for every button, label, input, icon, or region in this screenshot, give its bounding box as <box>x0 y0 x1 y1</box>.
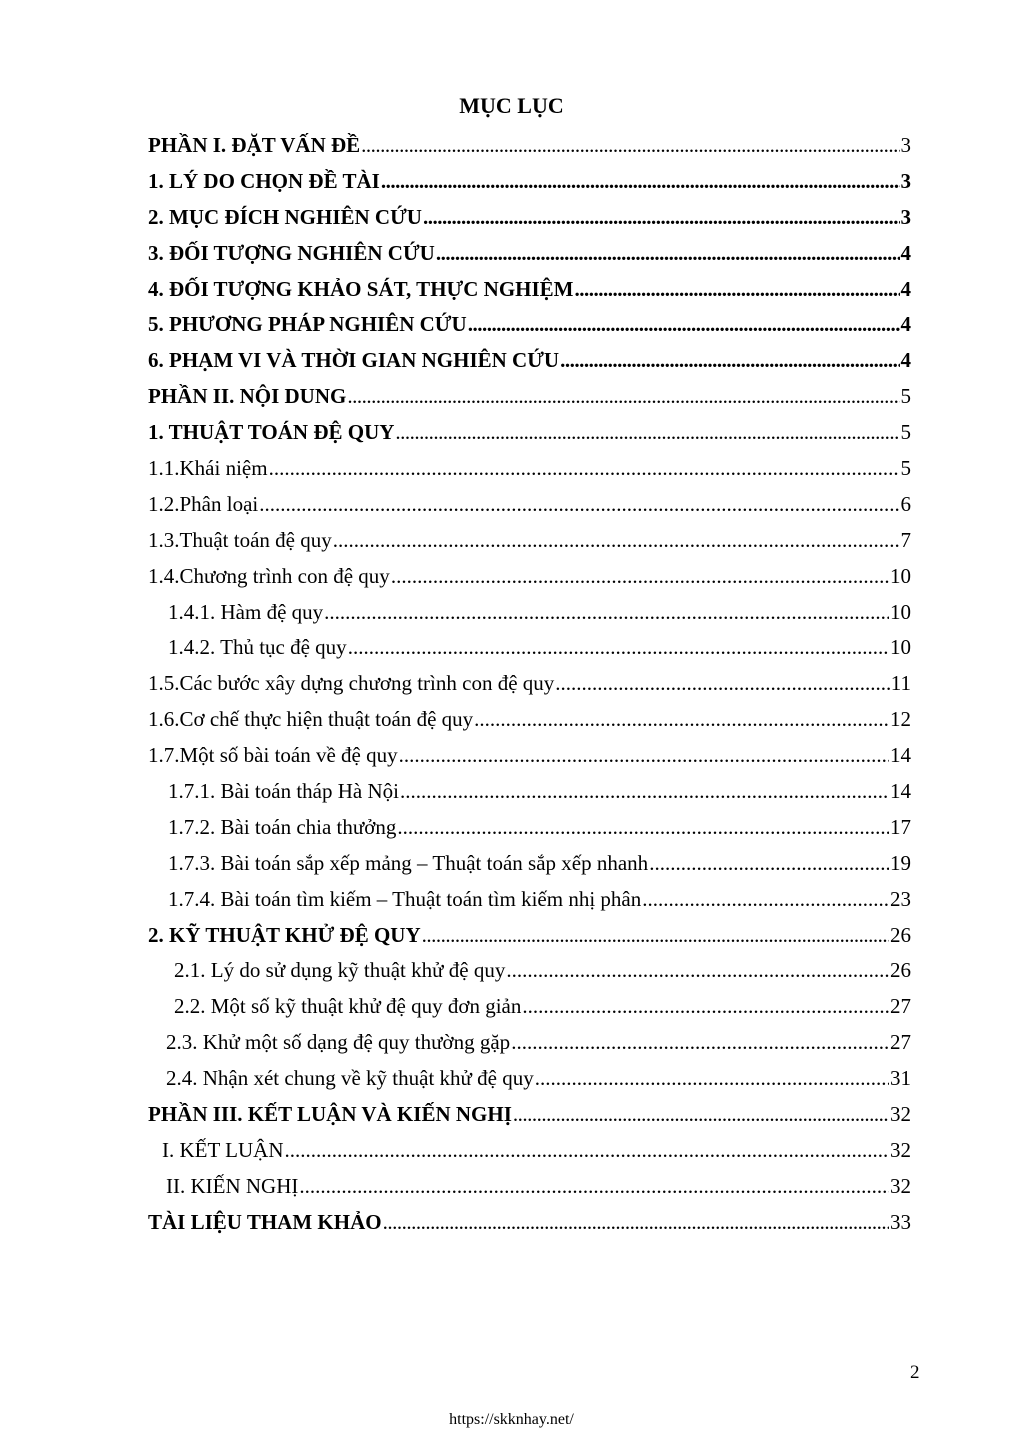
toc-entry[interactable] <box>148 451 911 487</box>
toc-entry-page: 10 <box>890 635 911 660</box>
toc-entry-page: 11 <box>890 671 911 696</box>
toc-entry-text: 2.1. Lý do sử dụng kỹ thuật khử đệ quy <box>174 958 506 983</box>
toc-entry[interactable] <box>148 415 911 451</box>
toc-entry-number: 1.6. <box>148 707 180 732</box>
toc-entry-text: 1. LÝ DO CHỌN ĐỀ TÀI <box>148 168 380 193</box>
toc-dot-leader <box>259 487 899 523</box>
toc-entry-page: 19 <box>890 850 911 875</box>
toc-entry[interactable] <box>148 164 911 200</box>
toc-entry[interactable] <box>148 1133 911 1169</box>
toc-dot-leader <box>361 128 899 164</box>
toc-dot-leader <box>506 953 889 989</box>
toc-dot-leader <box>333 523 900 559</box>
page-number: 2 <box>910 1362 920 1383</box>
toc-dot-leader <box>395 415 899 451</box>
toc-entry[interactable] <box>148 810 911 846</box>
toc-entry-page: 6 <box>900 491 911 516</box>
toc-entry-number: 1.2. <box>148 491 180 516</box>
toc-entry-page: 4 <box>900 348 911 373</box>
toc-entry-page: 27 <box>890 994 911 1019</box>
toc-dot-leader <box>324 595 889 631</box>
toc-entry[interactable] <box>148 666 911 702</box>
toc-dot-leader <box>474 702 889 738</box>
toc-entry[interactable] <box>148 918 911 954</box>
toc-dot-leader <box>522 989 889 1025</box>
toc-dot-leader <box>642 882 889 918</box>
toc-entry-page: 14 <box>890 743 911 768</box>
toc-entry-text: 1.7.1. Bài toán tháp Hà Nội <box>168 779 399 804</box>
toc-entry[interactable] <box>148 1205 911 1241</box>
toc-dot-leader <box>299 1169 889 1205</box>
toc-entry[interactable] <box>148 379 911 415</box>
toc-entry-text: 4. ĐỐI TƯỢNG KHẢO SÁT, THỰC NGHIỆM <box>148 276 574 301</box>
toc-entry[interactable] <box>148 595 911 631</box>
toc-entry-page: 26 <box>890 922 911 947</box>
toc-entry-text: 2.2. Một số kỹ thuật khử đệ quy đơn giản <box>174 994 522 1019</box>
toc-entry[interactable] <box>148 882 911 918</box>
toc-entry-page: 5 <box>900 456 911 481</box>
toc-entry[interactable] <box>148 307 911 343</box>
toc-dot-leader <box>285 1133 889 1169</box>
toc-entry-number: 1.1. <box>148 456 180 481</box>
toc-dot-leader <box>391 559 889 595</box>
toc-dot-leader <box>535 1061 889 1097</box>
toc-entry-page: 3 <box>900 133 911 157</box>
toc-entry-page: 3 <box>900 204 911 229</box>
toc-list <box>148 128 911 1241</box>
toc-entry-page: 32 <box>890 1137 911 1162</box>
toc-entry-text: PHẦN III. KẾT LUẬN VÀ KIẾN NGHỊ <box>148 1102 512 1127</box>
toc-entry-number: 1.3. <box>148 527 180 552</box>
toc-entry-text: 1.7.4. Bài toán tìm kiếm – Thuật toán tìm kiếm nhị phân <box>168 886 642 911</box>
toc-entry[interactable] <box>148 1025 911 1061</box>
toc-entry-text: PHẦN II. NỘI DUNG <box>148 384 347 409</box>
toc-entry[interactable] <box>148 559 911 595</box>
toc-dot-leader <box>400 774 889 810</box>
toc-entry-text: Các bước xây dựng chương trình con đệ quy <box>179 671 555 696</box>
toc-entry-text: 5. PHƯƠNG PHÁP NGHIÊN CỨU <box>148 312 467 337</box>
toc-entry-text: 1.7.3. Bài toán sắp xếp mảng – Thuật toán sắp xếp nhanh <box>168 850 649 875</box>
toc-dot-leader <box>381 164 900 200</box>
toc-entry[interactable] <box>148 953 911 989</box>
toc-entry[interactable] <box>148 1061 911 1097</box>
toc-entry-text: PHẦN I. ĐẶT VẤN ĐỀ <box>148 133 361 157</box>
toc-entry-text: 1.7.2. Bài toán chia thưởng <box>168 814 397 839</box>
toc-entry-page: 4 <box>900 312 911 337</box>
toc-entry-number: 1.4. <box>148 563 180 588</box>
toc-entry-page: 17 <box>890 814 911 839</box>
toc-entry[interactable] <box>148 702 911 738</box>
toc-entry-text: 2.3. Khử một số dạng đệ quy thường gặp <box>166 1030 511 1055</box>
toc-entry-text: 2. MỤC ĐÍCH NGHIÊN CỨU <box>148 204 422 229</box>
toc-entry[interactable] <box>148 200 911 236</box>
toc-dot-leader <box>575 272 900 308</box>
toc-entry[interactable] <box>148 989 911 1025</box>
toc-dot-leader <box>555 666 889 702</box>
toc-entry-text: 2.4. Nhận xét chung về kỹ thuật khử đệ quy <box>166 1066 534 1091</box>
toc-entry[interactable] <box>148 630 911 666</box>
toc-entry-number: 1.5. <box>148 671 180 696</box>
toc-entry-page: 27 <box>890 1030 911 1055</box>
toc-entry[interactable] <box>148 738 911 774</box>
toc-entry-text: 1.4.2. Thủ tục đệ quy <box>168 635 347 660</box>
footer-url[interactable]: https://skknhay.net/ <box>449 1411 574 1428</box>
toc-entry-page: 23 <box>890 886 911 911</box>
toc-dot-leader <box>399 738 889 774</box>
toc-entry-text: Khái niệm <box>179 456 268 481</box>
toc-entry[interactable] <box>148 523 911 559</box>
toc-entry[interactable] <box>148 1097 911 1133</box>
toc-entry-text: Thuật toán đệ quy <box>179 527 332 552</box>
toc-entry[interactable] <box>148 128 911 164</box>
toc-dot-leader <box>383 1205 889 1241</box>
toc-dot-leader <box>436 236 900 272</box>
toc-entry-text: 2. KỸ THUẬT KHỬ ĐỆ QUY <box>148 922 421 947</box>
toc-entry-page: 10 <box>890 563 911 588</box>
toc-entry-page: 32 <box>890 1173 911 1198</box>
toc-entry-page: 10 <box>890 599 911 624</box>
toc-dot-leader <box>397 810 889 846</box>
toc-entry-text: Một số bài toán về đệ quy <box>179 743 398 768</box>
toc-entry[interactable] <box>148 236 911 272</box>
toc-entry-page: 26 <box>890 958 911 983</box>
toc-dot-leader <box>468 307 900 343</box>
toc-dot-leader <box>347 379 899 415</box>
toc-dot-leader <box>560 343 899 379</box>
toc-entry[interactable] <box>148 272 911 308</box>
toc-entry-text: Cơ chế thực hiện thuật toán đệ quy <box>179 707 474 732</box>
toc-entry-text: Phân loại <box>179 491 259 516</box>
toc-entry-page: 12 <box>890 707 911 732</box>
toc-dot-leader <box>422 918 889 954</box>
toc-entry[interactable] <box>148 343 911 379</box>
toc-entry-page: 5 <box>900 420 911 445</box>
toc-entry-text: 1. THUẬT TOÁN ĐỆ QUY <box>148 420 395 445</box>
toc-entry-page: 14 <box>890 779 911 804</box>
toc-entry-text: 1.4.1. Hàm đệ quy <box>168 599 324 624</box>
toc-entry-text: II. KIẾN NGHỊ <box>166 1173 299 1198</box>
toc-title: MỤC LỤC <box>459 93 564 118</box>
toc-entry[interactable] <box>148 1169 911 1205</box>
toc-dot-leader <box>511 1025 889 1061</box>
toc-dot-leader <box>513 1097 889 1133</box>
toc-entry-text: 3. ĐỐI TƯỢNG NGHIÊN CỨU <box>148 240 435 265</box>
toc-entry[interactable] <box>148 487 911 523</box>
toc-entry[interactable] <box>148 846 911 882</box>
toc-entry-page: 33 <box>890 1209 911 1234</box>
toc-entry-page: 4 <box>900 276 911 301</box>
toc-dot-leader <box>269 451 900 487</box>
toc-entry[interactable] <box>148 774 911 810</box>
toc-dot-leader <box>348 630 889 666</box>
toc-entry-page: 4 <box>900 240 911 265</box>
toc-entry-page: 32 <box>890 1102 911 1127</box>
toc-dot-leader <box>423 200 900 236</box>
toc-entry-text: Chương trình con đệ quy <box>179 563 390 588</box>
toc-dot-leader <box>649 846 889 882</box>
toc-entry-text: 6. PHẠM VI VÀ THỜI GIAN NGHIÊN CỨU <box>148 348 560 373</box>
toc-entry-text: I. KẾT LUẬN <box>162 1137 284 1162</box>
toc-entry-number: 1.7. <box>148 743 180 768</box>
toc-entry-page: 31 <box>890 1066 911 1091</box>
toc-entry-page: 5 <box>900 384 911 409</box>
toc-entry-page: 7 <box>900 527 911 552</box>
toc-entry-text: TÀI LIỆU THAM KHẢO <box>148 1209 382 1234</box>
toc-entry-page: 3 <box>900 168 911 193</box>
